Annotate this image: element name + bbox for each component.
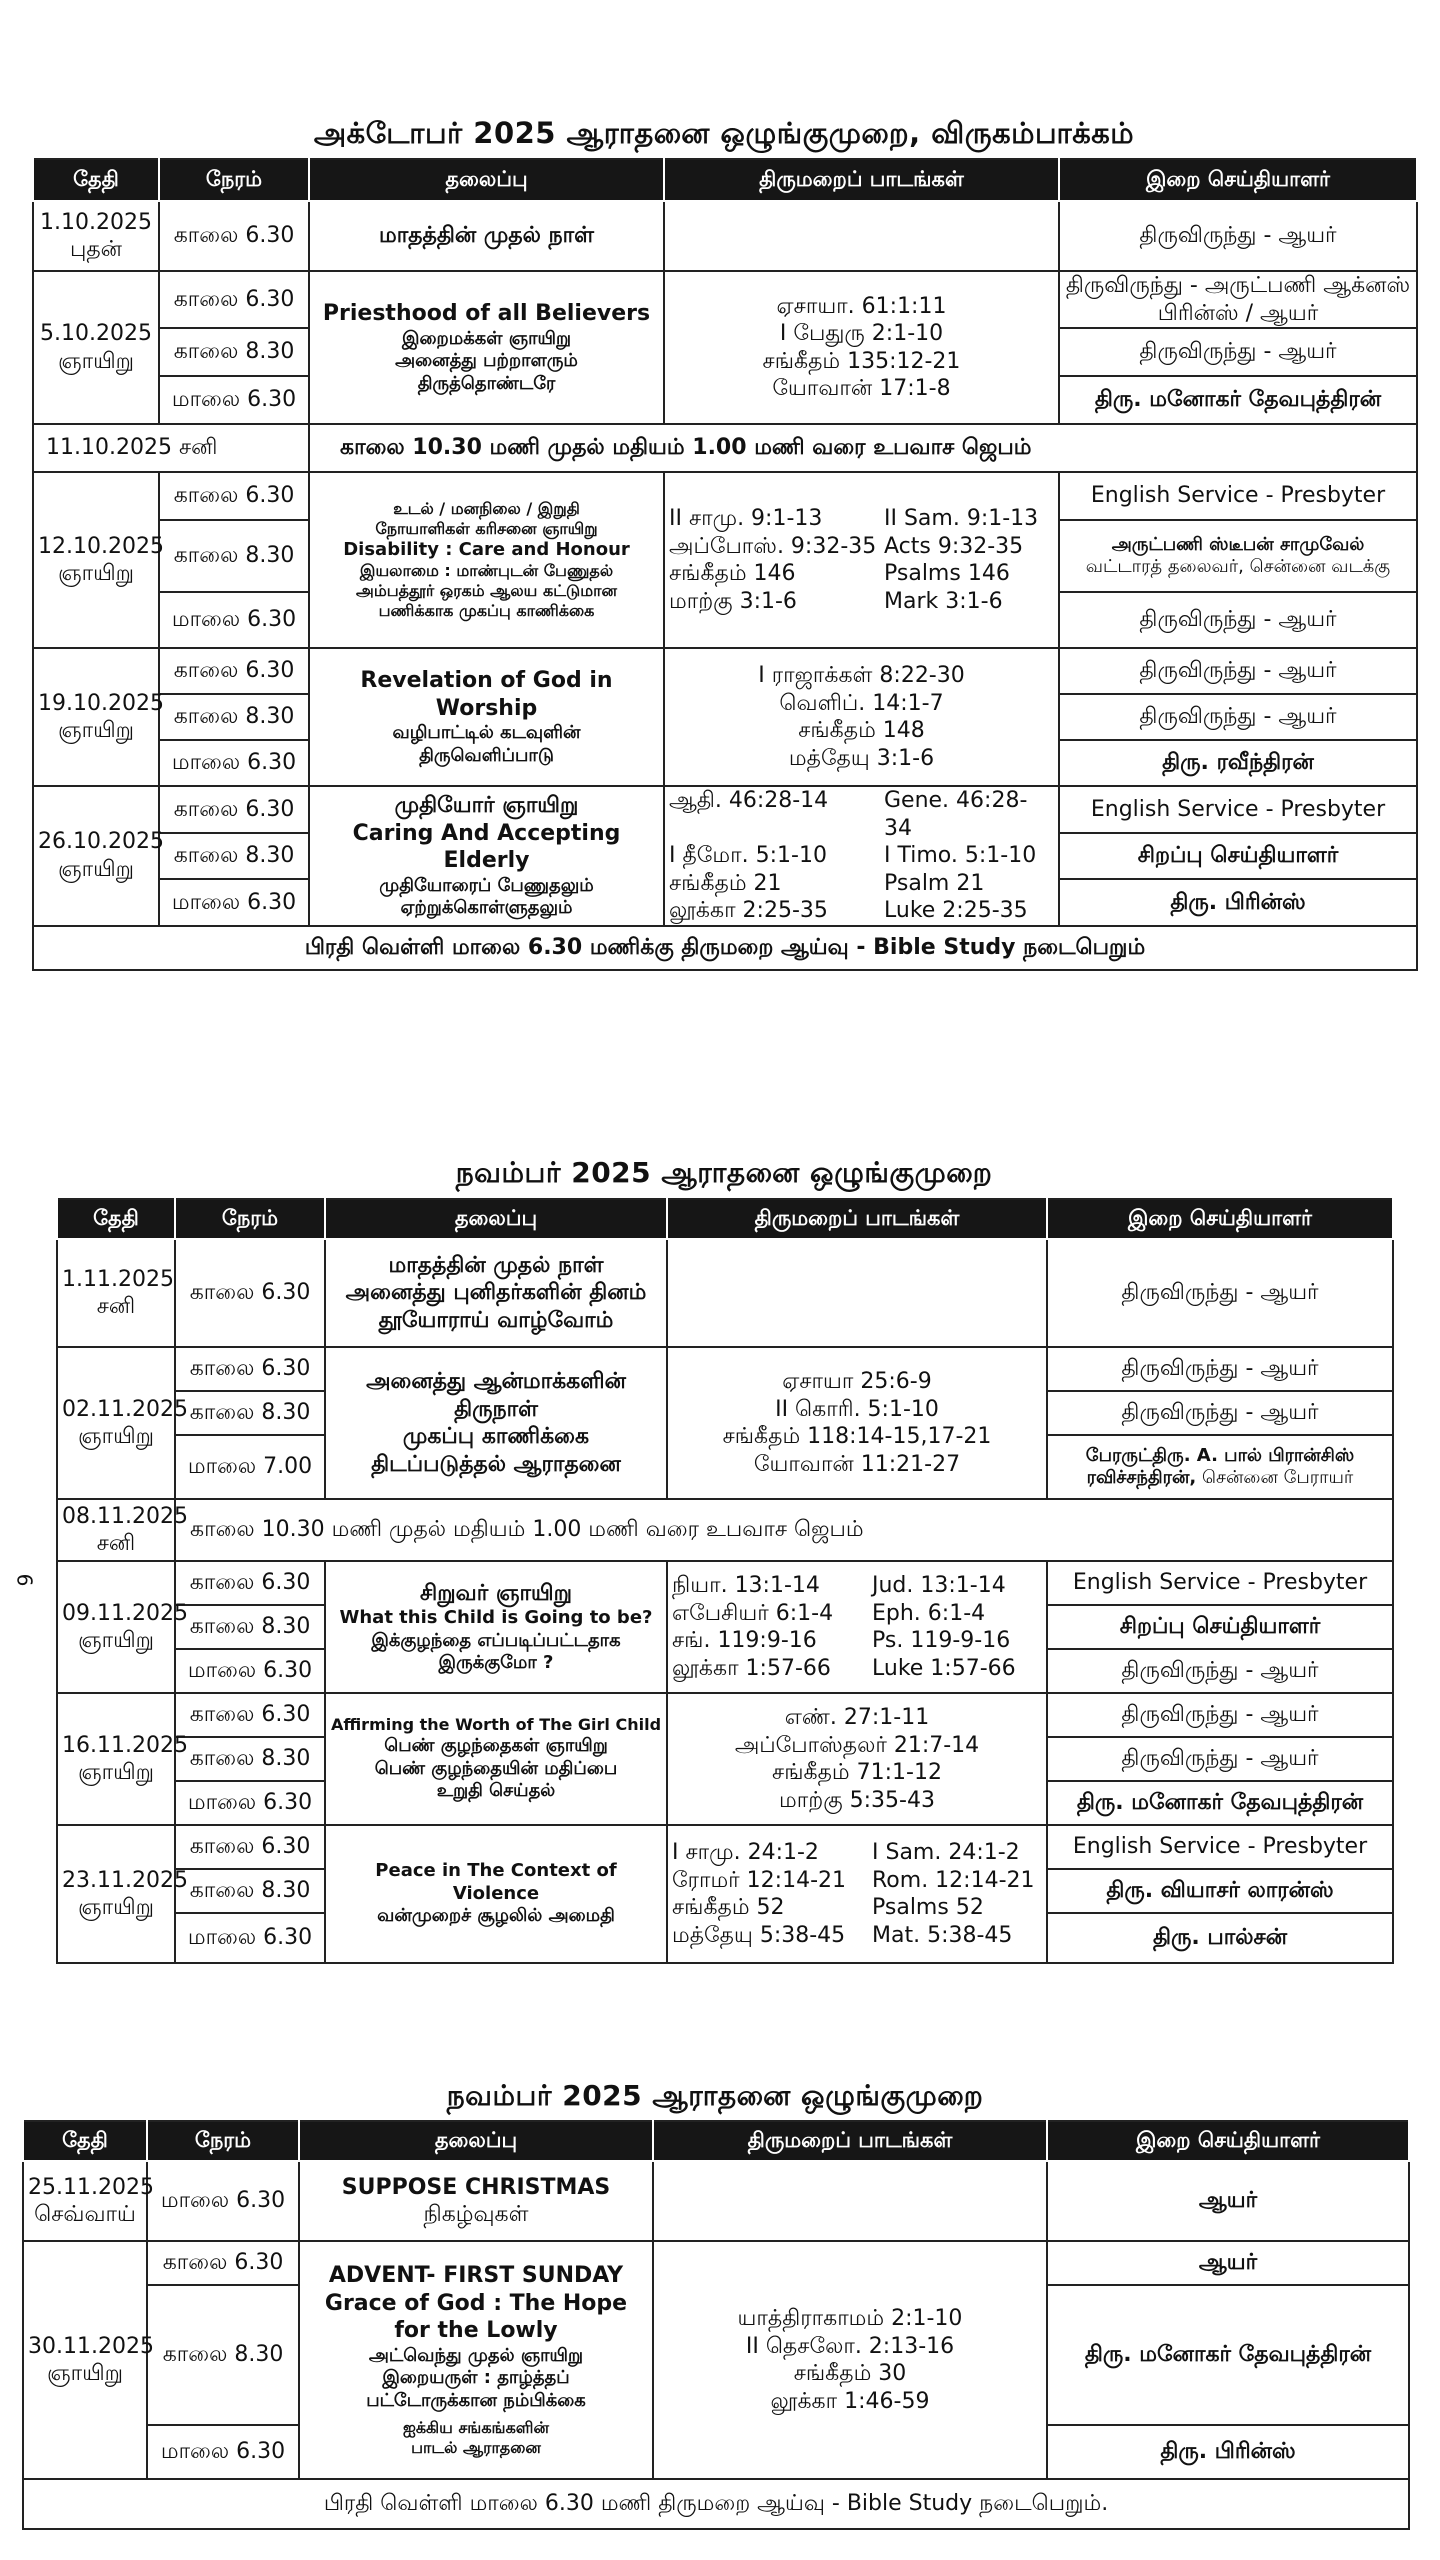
november-section [56, 1148, 1392, 1964]
header-date: தேதி [57, 1199, 175, 1239]
fasting-prayer-cell: காலை 10.30 மணி முதல் மதியம் 1.00 மணி வரை உபவாச ஜெபம் [309, 424, 1417, 472]
speaker-cell: திருவிருந்து - ஆயர் [1047, 1693, 1393, 1737]
header-readings: திருமறைப் பாடங்கள் [667, 1199, 1047, 1239]
table-row [57, 1347, 1393, 1391]
fasting-prayer-cell: காலை 10.30 மணி முதல் மதியம் 1.00 மணி வரை உபவாச ஜெபம் [175, 1499, 1393, 1561]
table-header-row [57, 1199, 1393, 1239]
speaker-cell: English Service - Presbyter [1059, 786, 1417, 833]
speaker-cell: ஆயர் [1047, 2161, 1409, 2241]
time-cell: காலை 6.30 [159, 472, 309, 520]
time-cell: மாலை 6.30 [175, 1913, 325, 1963]
table-row [57, 1561, 1393, 1605]
date-cell: 08.11.2025 சனி [57, 1499, 175, 1561]
time-cell: மாலை 6.30 [147, 2425, 299, 2479]
readings-cell: ஆதி. 46:28-14 Gene. 46:28-34 I தீமோ. 5:1-10 I Timo. 5:1-10 சங்கீதம் 21 Psalm 21 லூக்கா 2:25-35 Luke 2:25-35 [664, 786, 1059, 926]
table-row [57, 1693, 1393, 1737]
header-readings: திருமறைப் பாடங்கள் [664, 159, 1059, 201]
speaker-cell: திரு. மனோகர் தேவபுத்திரன் [1059, 376, 1417, 424]
header-time: நேரம் [147, 2121, 299, 2161]
header-topic: தலைப்பு [325, 1199, 667, 1239]
header-speaker: இறை செய்தியாளர் [1059, 159, 1417, 201]
time-cell: மாலை 6.30 [159, 879, 309, 926]
time-cell: காலை 6.30 [159, 786, 309, 833]
time-cell: காலை 6.30 [175, 1239, 325, 1347]
speaker-cell: பேரருட்திரு. A. பால் பிரான்சிஸ் ரவிச்சந்திரன், சென்னை பேராயர் [1047, 1435, 1393, 1499]
speaker-cell: அருட்பணி ஸ்டீபன் சாமுவேல் வட்டாரத் தலைவர், சென்னை வடக்கு [1059, 520, 1417, 592]
table-row [33, 648, 1417, 694]
topic-cell: சிறுவர் ஞாயிறு What this Child is Going to be? இக்குழந்தை எப்படிப்பட்டதாக இருக்குமோ ? [325, 1561, 667, 1693]
table-row [57, 1239, 1393, 1347]
table-row [33, 472, 1417, 520]
header-date: தேதி [33, 159, 159, 201]
readings-cell [667, 1239, 1047, 1347]
topic-cell: மாதத்தின் முதல் நாள் [309, 201, 664, 271]
bible-study-note: பிரதி வெள்ளி மாலை 6.30 மணி திருமறை ஆய்வு - Bible Study நடைபெறும். [23, 2479, 1409, 2529]
time-cell: காலை 6.30 [159, 201, 309, 271]
page-number: 6 [12, 1573, 37, 1587]
october-table [32, 158, 1418, 971]
topic-cell: அனைத்து ஆன்மாக்களின் திருநாள் முகப்பு காணிக்கை திடப்படுத்தல் ஆராதனை [325, 1347, 667, 1499]
november-continued-section [22, 2072, 1408, 2530]
october-title: அக்டோபர் 2025 ஆராதனை ஒழுங்குமுறை, விருகம்பாக்கம் [313, 116, 1135, 150]
speaker-cell: திரு. பிரின்ஸ் [1047, 2425, 1409, 2479]
time-cell: மாலை 6.30 [175, 1781, 325, 1825]
speaker-cell: திருவிருந்து - ஆயர் [1059, 648, 1417, 694]
date-cell: 30.11.2025 ஞாயிறு [23, 2241, 147, 2479]
time-cell: காலை 6.30 [159, 648, 309, 694]
november-continued-title: நவம்பர் 2025 ஆராதனை ஒழுங்குமுறை [446, 2079, 984, 2112]
bible-study-note: பிரதி வெள்ளி மாலை 6.30 மணிக்கு திருமறை ஆய்வு - Bible Study நடைபெறும் [33, 926, 1417, 970]
topic-cell: Revelation of God in Worship வழிபாட்டில் கடவுளின் திருவெளிப்பாடு [309, 648, 664, 786]
date-cell: 19.10.2025 ஞாயிறு [33, 648, 159, 786]
time-cell: காலை 6.30 [175, 1561, 325, 1605]
date-cell: 12.10.2025 ஞாயிறு [33, 472, 159, 648]
readings-cell [664, 201, 1059, 271]
speaker-cell: திருவிருந்து - ஆயர் [1047, 1347, 1393, 1391]
november-title: நவம்பர் 2025 ஆராதனை ஒழுங்குமுறை [455, 1156, 993, 1189]
speaker-cell: சிறப்பு செய்தியாளர் [1047, 1605, 1393, 1649]
table-row [33, 271, 1417, 328]
speaker-cell: திருவிருந்து - அருட்பணி ஆக்னஸ் பிரின்ஸ் / ஆயர் [1059, 271, 1417, 328]
table-row [33, 786, 1417, 833]
readings-cell: எண். 27:1-11 அப்போஸ்தலர் 21:7-14 சங்கீதம் 71:1-12 மாற்கு 5:35-43 [667, 1693, 1047, 1825]
header-time: நேரம் [159, 159, 309, 201]
header-readings: திருமறைப் பாடங்கள் [653, 2121, 1047, 2161]
header-date: தேதி [23, 2121, 147, 2161]
time-cell: காலை 6.30 [175, 1693, 325, 1737]
topic-cell: ADVENT- FIRST SUNDAY Grace of God : The Hope for the Lowly அட்வெந்து முதல் ஞாயிறு இறையருள் : தாழ்த்தப் பட்டோருக்கான நம்பிக்கை ஐக்கிய சங்கங்களின் பாடல் ஆராதனை [299, 2241, 653, 2479]
time-cell: காலை 8.30 [175, 1391, 325, 1435]
speaker-cell: திருவிருந்து - ஆயர் [1059, 201, 1417, 271]
time-cell: காலை 8.30 [159, 520, 309, 592]
speaker-cell: சிறப்பு செய்தியாளர் [1059, 833, 1417, 880]
table-row [23, 2241, 1409, 2285]
time-cell: மாலை 6.30 [147, 2161, 299, 2241]
date-cell: 23.11.2025 ஞாயிறு [57, 1825, 175, 1963]
speaker-cell: திரு. மனோகர் தேவபுத்திரன் [1047, 1781, 1393, 1825]
readings-cell: I ராஜாக்கள் 8:22-30 வெளிப். 14:1-7 சங்கீதம் 148 மத்தேயு 3:1-6 [664, 648, 1059, 786]
speaker-cell: English Service - Presbyter [1047, 1561, 1393, 1605]
speaker-cell: திரு. பிரின்ஸ் [1059, 879, 1417, 926]
time-cell: மாலை 6.30 [175, 1649, 325, 1693]
time-cell: காலை 6.30 [147, 2241, 299, 2285]
time-cell: காலை 8.30 [159, 833, 309, 880]
time-cell: காலை 6.30 [175, 1825, 325, 1869]
topic-cell: Affirming the Worth of The Girl Child பெண் குழந்தைகள் ஞாயிறு பெண் குழந்தையின் மதிப்பை உறுதி செய்தல் [325, 1693, 667, 1825]
table-header-row [23, 2121, 1409, 2161]
time-cell: காலை 6.30 [159, 271, 309, 328]
readings-cell: I சாமு. 24:1-2 I Sam. 24:1-2 ரோமர் 12:14-21 Rom. 12:14-21 சங்கீதம் 52 Psalms 52 மத்தேயு 5:38-45 Mat. 5:38-45 [667, 1825, 1047, 1963]
topic-cell: Priesthood of all Believers இறைமக்கள் ஞாயிறு அனைத்து பற்றாளரும் திருத்தொண்டரே [309, 271, 664, 424]
date-cell: 5.10.2025 ஞாயிறு [33, 271, 159, 424]
readings-cell: நியா. 13:1-14 Jud. 13:1-14 எபேசியர் 6:1-4 Eph. 6:1-4 சங். 119:9-16 Ps. 119-9-16 லூக்கா 1:57-66 Luke 1:57-66 [667, 1561, 1047, 1693]
october-section [32, 108, 1416, 971]
speaker-cell: திரு. பால்சன் [1047, 1913, 1393, 1963]
table-row [33, 424, 1417, 472]
date-cell: 26.10.2025 ஞாயிறு [33, 786, 159, 926]
date-cell: 02.11.2025 ஞாயிறு [57, 1347, 175, 1499]
topic-cell: முதியோர் ஞாயிறு Caring And Accepting Elderly முதியோரைப் பேணுதலும் ஏற்றுக்கொள்ளுதலும் [309, 786, 664, 926]
table-row [57, 1499, 1393, 1561]
date-cell: 1.11.2025 சனி [57, 1239, 175, 1347]
header-topic: தலைப்பு [299, 2121, 653, 2161]
date-cell: 1.10.2025 புதன் [33, 201, 159, 271]
speaker-cell: திருவிருந்து - ஆயர் [1059, 592, 1417, 648]
date-cell: 16.11.2025 ஞாயிறு [57, 1693, 175, 1825]
speaker-cell: திருவிருந்து - ஆயர் [1059, 328, 1417, 376]
date-cell: 11.10.2025 சனி [33, 424, 309, 472]
topic-cell: உடல் / மனநிலை / இறுதி நோயாளிகள் கரிசனை ஞாயிறு Disability : Care and Honour இயலாமை : மாண்புடன் பேணுதல் அம்பத்தூர் ஒரகம் ஆலய கட்டுமான பணிக்காக முகப்பு காணிக்கை [309, 472, 664, 648]
readings-cell: II சாமு. 9:1-13 II Sam. 9:1-13 அப்போஸ். 9:32-35 Acts 9:32-35 சங்கீதம் 146 Psalms 146 மாற்கு 3:1-6 Mark 3:1-6 [664, 472, 1059, 648]
table-header-row [33, 159, 1417, 201]
table-row [23, 2161, 1409, 2241]
date-cell: 09.11.2025 ஞாயிறு [57, 1561, 175, 1693]
time-cell: காலை 8.30 [175, 1605, 325, 1649]
header-speaker: இறை செய்தியாளர் [1047, 2121, 1409, 2161]
table-row [33, 201, 1417, 271]
speaker-cell: திருவிருந்து - ஆயர் [1047, 1737, 1393, 1781]
topic-cell: Peace in The Context of Violence வன்முறைச் சூழலில் அமைதி [325, 1825, 667, 1963]
november-continued-table [22, 2120, 1410, 2530]
time-cell: காலை 8.30 [175, 1737, 325, 1781]
topic-cell: SUPPOSE CHRISTMAS நிகழ்வுகள் [299, 2161, 653, 2241]
time-cell: காலை 8.30 [147, 2285, 299, 2425]
speaker-cell: ஆயர் [1047, 2241, 1409, 2285]
date-cell: 25.11.2025 செவ்வாய் [23, 2161, 147, 2241]
readings-cell [653, 2161, 1047, 2241]
speaker-cell: English Service - Presbyter [1059, 472, 1417, 520]
speaker-cell: English Service - Presbyter [1047, 1825, 1393, 1869]
speaker-cell: திருவிருந்து - ஆயர் [1047, 1391, 1393, 1435]
november-table [56, 1198, 1394, 1964]
time-cell: மாலை 6.30 [159, 740, 309, 786]
header-speaker: இறை செய்தியாளர் [1047, 1199, 1393, 1239]
speaker-cell: திரு. மனோகர் தேவபுத்திரன் [1047, 2285, 1409, 2425]
table-footer-row [33, 926, 1417, 970]
speaker-cell: திருவிருந்து - ஆயர் [1047, 1649, 1393, 1693]
time-cell: மாலை 6.30 [159, 376, 309, 424]
speaker-cell: திரு. வியாசர் லாரன்ஸ் [1047, 1869, 1393, 1913]
time-cell: காலை 8.30 [159, 328, 309, 376]
header-topic: தலைப்பு [309, 159, 664, 201]
time-cell: காலை 6.30 [175, 1347, 325, 1391]
time-cell: மாலை 7.00 [175, 1435, 325, 1499]
topic-cell: மாதத்தின் முதல் நாள் அனைத்து புனிதர்களின் தினம் தூயோராய் வாழ்வோம் [325, 1239, 667, 1347]
readings-cell: ஏசாயா. 61:1:11 I பேதுரு 2:1-10 சங்கீதம் 135:12-21 யோவான் 17:1-8 [664, 271, 1059, 424]
readings-cell: ஏசாயா 25:6-9 II கொரி. 5:1-10 சங்கீதம் 118:14-15,17-21 யோவான் 11:21-27 [667, 1347, 1047, 1499]
time-cell: காலை 8.30 [159, 694, 309, 740]
speaker-cell: திருவிருந்து - ஆயர் [1047, 1239, 1393, 1347]
speaker-cell: திரு. ரவீந்திரன் [1059, 740, 1417, 786]
table-row [57, 1825, 1393, 1869]
readings-cell: யாத்திராகாமம் 2:1-10 II தெசலோ. 2:13-16 சங்கீதம் 30 லூக்கா 1:46-59 [653, 2241, 1047, 2479]
speaker-cell: திருவிருந்து - ஆயர் [1059, 694, 1417, 740]
table-footer-row [23, 2479, 1409, 2529]
time-cell: காலை 8.30 [175, 1869, 325, 1913]
time-cell: மாலை 6.30 [159, 592, 309, 648]
header-time: நேரம் [175, 1199, 325, 1239]
